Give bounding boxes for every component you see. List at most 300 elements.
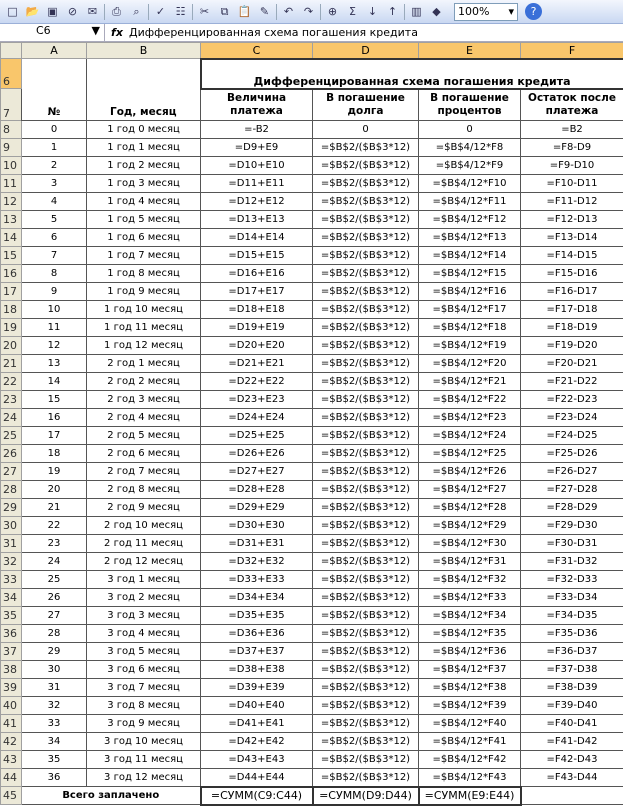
cell[interactable]: =$B$2/($B$3*12): [313, 733, 419, 751]
row-header[interactable]: 9: [1, 139, 22, 157]
cell[interactable]: =D13+E13: [201, 211, 313, 229]
cell[interactable]: =D24+E24: [201, 409, 313, 427]
cell[interactable]: =$B$2/($B$3*12): [313, 517, 419, 535]
cell[interactable]: 18: [22, 445, 87, 463]
cell[interactable]: 3 год 6 месяц: [87, 661, 201, 679]
row-header[interactable]: 44: [1, 769, 22, 787]
cell[interactable]: 2 год 12 месяц: [87, 553, 201, 571]
cell[interactable]: =F37-D38: [521, 661, 623, 679]
cell[interactable]: 2 год 5 месяц: [87, 427, 201, 445]
cell[interactable]: [521, 787, 623, 805]
cell[interactable]: =D34+E34: [201, 589, 313, 607]
header-cell[interactable]: Величина платежа: [201, 89, 313, 121]
cell[interactable]: 4: [22, 193, 87, 211]
total-debt-cell[interactable]: =СУММ(D9:D44): [313, 787, 419, 805]
cell[interactable]: 36: [22, 769, 87, 787]
header-cell[interactable]: В погашение долга: [313, 89, 419, 121]
row-header[interactable]: 7: [1, 89, 22, 121]
cell[interactable]: =D20+E20: [201, 337, 313, 355]
cell[interactable]: 29: [22, 643, 87, 661]
cell[interactable]: =$B$2/($B$3*12): [313, 391, 419, 409]
cell[interactable]: =$B$4/12*F40: [419, 715, 521, 733]
column-header-a[interactable]: A: [22, 43, 87, 59]
cell[interactable]: 3 год 11 месяц: [87, 751, 201, 769]
cell[interactable]: 11: [22, 319, 87, 337]
cell[interactable]: =$B$4/12*F23: [419, 409, 521, 427]
cell[interactable]: =$B$4/12*F12: [419, 211, 521, 229]
cell[interactable]: =F24-D25: [521, 427, 623, 445]
cell[interactable]: =$B$2/($B$3*12): [313, 661, 419, 679]
cell[interactable]: =F35-D36: [521, 625, 623, 643]
zoom-select[interactable]: [454, 3, 518, 21]
cell[interactable]: =D38+E38: [201, 661, 313, 679]
cell[interactable]: =$B$4/12*F20: [419, 355, 521, 373]
cell[interactable]: =F38-D39: [521, 679, 623, 697]
cell[interactable]: =$B$4/12*F27: [419, 481, 521, 499]
cell[interactable]: 2 год 8 месяц: [87, 481, 201, 499]
cell[interactable]: =D9+E9: [201, 139, 313, 157]
cell[interactable]: =$B$4/12*F8: [419, 139, 521, 157]
cell[interactable]: 3 год 7 месяц: [87, 679, 201, 697]
cell[interactable]: =D42+E42: [201, 733, 313, 751]
cell[interactable]: =D11+E11: [201, 175, 313, 193]
cell[interactable]: 1 год 6 месяц: [87, 229, 201, 247]
cell[interactable]: 2 год 11 месяц: [87, 535, 201, 553]
cell[interactable]: =D16+E16: [201, 265, 313, 283]
cell[interactable]: =D15+E15: [201, 247, 313, 265]
row-header[interactable]: 42: [1, 733, 22, 751]
cell[interactable]: 33: [22, 715, 87, 733]
row-header[interactable]: 39: [1, 679, 22, 697]
cell[interactable]: =F23-D24: [521, 409, 623, 427]
drawing-icon[interactable]: ◆: [428, 3, 445, 20]
cell[interactable]: =D41+E41: [201, 715, 313, 733]
formula-input[interactable]: Дифференцированная схема погашения кредита: [129, 26, 418, 39]
cell[interactable]: =F39-D40: [521, 697, 623, 715]
email-icon[interactable]: ✉: [84, 3, 101, 20]
cell[interactable]: =B2: [521, 121, 623, 139]
cell[interactable]: =F22-D23: [521, 391, 623, 409]
cell[interactable]: =$B$4/12*F31: [419, 553, 521, 571]
cell[interactable]: 20: [22, 481, 87, 499]
cell[interactable]: =$B$2/($B$3*12): [313, 535, 419, 553]
cell[interactable]: 24: [22, 553, 87, 571]
cell[interactable]: 0: [313, 121, 419, 139]
cell[interactable]: =D19+E19: [201, 319, 313, 337]
cell[interactable]: 16: [22, 409, 87, 427]
cell[interactable]: =$B$4/12*F22: [419, 391, 521, 409]
cell[interactable]: =F18-D19: [521, 319, 623, 337]
cell[interactable]: =$B$4/12*F15: [419, 265, 521, 283]
cell[interactable]: 1 год 4 месяц: [87, 193, 201, 211]
cell[interactable]: 1 год 10 месяц: [87, 301, 201, 319]
row-header[interactable]: 32: [1, 553, 22, 571]
cell[interactable]: =$B$2/($B$3*12): [313, 373, 419, 391]
row-header[interactable]: 27: [1, 463, 22, 481]
row-header[interactable]: 11: [1, 175, 22, 193]
cell[interactable]: =$B$4/12*F43: [419, 769, 521, 787]
cell[interactable]: =F12-D13: [521, 211, 623, 229]
cell[interactable]: =D30+E30: [201, 517, 313, 535]
chevron-down-icon[interactable]: ▾: [508, 5, 514, 19]
cell[interactable]: =F33-D34: [521, 589, 623, 607]
cell[interactable]: 34: [22, 733, 87, 751]
sort-desc-icon[interactable]: ↑: [384, 3, 401, 20]
cell[interactable]: =D10+E10: [201, 157, 313, 175]
row-header[interactable]: 10: [1, 157, 22, 175]
row-header[interactable]: 14: [1, 229, 22, 247]
cell[interactable]: =F9-D10: [521, 157, 623, 175]
header-cell[interactable]: Остаток после платежа: [521, 89, 623, 121]
cell[interactable]: =D39+E39: [201, 679, 313, 697]
row-header[interactable]: 19: [1, 319, 22, 337]
cell[interactable]: =F30-D31: [521, 535, 623, 553]
cell[interactable]: =D28+E28: [201, 481, 313, 499]
cell[interactable]: =$B$4/12*F24: [419, 427, 521, 445]
cell[interactable]: =$B$4/12*F16: [419, 283, 521, 301]
cell[interactable]: =F27-D28: [521, 481, 623, 499]
cell[interactable]: 13: [22, 355, 87, 373]
cell[interactable]: =F41-D42: [521, 733, 623, 751]
undo-icon[interactable]: ↶: [280, 3, 297, 20]
row-header[interactable]: 43: [1, 751, 22, 769]
cell[interactable]: =F32-D33: [521, 571, 623, 589]
open-icon[interactable]: 📂: [24, 3, 41, 20]
cell[interactable]: =$B$4/12*F11: [419, 193, 521, 211]
row-header[interactable]: 20: [1, 337, 22, 355]
cell[interactable]: 9: [22, 283, 87, 301]
cell[interactable]: =$B$2/($B$3*12): [313, 247, 419, 265]
cell[interactable]: 1 год 12 месяц: [87, 337, 201, 355]
cell[interactable]: 32: [22, 697, 87, 715]
cell[interactable]: 3 год 3 месяц: [87, 607, 201, 625]
format-painter-icon[interactable]: ✎: [256, 3, 273, 20]
cell[interactable]: 2 год 3 месяц: [87, 391, 201, 409]
cell[interactable]: 6: [22, 229, 87, 247]
cell[interactable]: =$B$2/($B$3*12): [313, 193, 419, 211]
header-cell[interactable]: В погашение процентов: [419, 89, 521, 121]
cell[interactable]: 2 год 6 месяц: [87, 445, 201, 463]
cell[interactable]: =$B$2/($B$3*12): [313, 553, 419, 571]
cell[interactable]: 26: [22, 589, 87, 607]
cell[interactable]: =$B$4/12*F25: [419, 445, 521, 463]
permission-icon[interactable]: ⊘: [64, 3, 81, 20]
row-header[interactable]: 15: [1, 247, 22, 265]
cell[interactable]: 3 год 12 месяц: [87, 769, 201, 787]
cut-icon[interactable]: ✂: [196, 3, 213, 20]
cell[interactable]: =F29-D30: [521, 517, 623, 535]
cell[interactable]: =$B$2/($B$3*12): [313, 355, 419, 373]
table-title-cell[interactable]: Дифференцированная схема погашения кредита: [201, 59, 623, 89]
print-icon[interactable]: ⎙: [108, 3, 125, 20]
cell[interactable]: 2 год 10 месяц: [87, 517, 201, 535]
cell[interactable]: =$B$2/($B$3*12): [313, 229, 419, 247]
cell[interactable]: =D37+E37: [201, 643, 313, 661]
copy-icon[interactable]: ⧉: [216, 3, 233, 20]
cell[interactable]: =F10-D11: [521, 175, 623, 193]
cell[interactable]: 1 год 1 месяц: [87, 139, 201, 157]
cell[interactable]: 1 год 0 месяц: [87, 121, 201, 139]
cell[interactable]: 3 год 9 месяц: [87, 715, 201, 733]
cell[interactable]: 3 год 2 месяц: [87, 589, 201, 607]
cell[interactable]: =$B$2/($B$3*12): [313, 139, 419, 157]
cell[interactable]: 30: [22, 661, 87, 679]
row-header[interactable]: 41: [1, 715, 22, 733]
row-header[interactable]: 38: [1, 661, 22, 679]
header-cell-year-month[interactable]: Год, месяц: [87, 59, 201, 121]
cell[interactable]: =$B$4/12*F42: [419, 751, 521, 769]
cell[interactable]: 22: [22, 517, 87, 535]
row-header[interactable]: 35: [1, 607, 22, 625]
cell[interactable]: 3: [22, 175, 87, 193]
cell[interactable]: =D44+E44: [201, 769, 313, 787]
paste-icon[interactable]: 📋: [236, 3, 253, 20]
cell[interactable]: =$B$2/($B$3*12): [313, 499, 419, 517]
cell[interactable]: =$B$4/12*F41: [419, 733, 521, 751]
cell[interactable]: =D21+E21: [201, 355, 313, 373]
total-payment-cell[interactable]: =СУММ(C9:C44): [201, 787, 313, 805]
column-header-c[interactable]: C: [201, 43, 313, 59]
cell[interactable]: =D23+E23: [201, 391, 313, 409]
cell[interactable]: =$B$2/($B$3*12): [313, 445, 419, 463]
new-icon[interactable]: □: [4, 3, 21, 20]
fx-icon[interactable]: fx: [105, 26, 129, 39]
cell[interactable]: =$B$2/($B$3*12): [313, 643, 419, 661]
cell[interactable]: =$B$2/($B$3*12): [313, 679, 419, 697]
cell[interactable]: =D26+E26: [201, 445, 313, 463]
cell[interactable]: =$B$4/12*F21: [419, 373, 521, 391]
cell[interactable]: =F25-D26: [521, 445, 623, 463]
cell[interactable]: =$B$4/12*F10: [419, 175, 521, 193]
cell[interactable]: =F34-D35: [521, 607, 623, 625]
cell[interactable]: 1 год 2 месяц: [87, 157, 201, 175]
cell[interactable]: =D14+E14: [201, 229, 313, 247]
row-header[interactable]: 23: [1, 391, 22, 409]
cell[interactable]: 28: [22, 625, 87, 643]
cell[interactable]: 5: [22, 211, 87, 229]
cell[interactable]: =$B$4/12*F38: [419, 679, 521, 697]
redo-icon[interactable]: ↷: [300, 3, 317, 20]
help-icon[interactable]: ?: [525, 3, 542, 20]
cell[interactable]: =$B$4/12*F30: [419, 535, 521, 553]
cell[interactable]: 2: [22, 157, 87, 175]
cell[interactable]: =F11-D12: [521, 193, 623, 211]
cell[interactable]: =D27+E27: [201, 463, 313, 481]
column-header-b[interactable]: B: [87, 43, 201, 59]
cell[interactable]: 2 год 4 месяц: [87, 409, 201, 427]
cell[interactable]: =F42-D43: [521, 751, 623, 769]
cell[interactable]: =$B$2/($B$3*12): [313, 283, 419, 301]
cell[interactable]: =$B$4/12*F19: [419, 337, 521, 355]
save-icon[interactable]: ▣: [44, 3, 61, 20]
cell[interactable]: =$B$2/($B$3*12): [313, 211, 419, 229]
row-header[interactable]: 29: [1, 499, 22, 517]
cell[interactable]: =$B$4/12*F18: [419, 319, 521, 337]
cell[interactable]: 14: [22, 373, 87, 391]
cell[interactable]: 1 год 5 месяц: [87, 211, 201, 229]
cell[interactable]: =$B$4/12*F14: [419, 247, 521, 265]
cell[interactable]: =F20-D21: [521, 355, 623, 373]
row-header[interactable]: 13: [1, 211, 22, 229]
cell[interactable]: =F26-D27: [521, 463, 623, 481]
cell[interactable]: =$B$2/($B$3*12): [313, 427, 419, 445]
column-header-e[interactable]: E: [419, 43, 521, 59]
cell[interactable]: =F16-D17: [521, 283, 623, 301]
cell[interactable]: =$B$4/12*F26: [419, 463, 521, 481]
cell[interactable]: 21: [22, 499, 87, 517]
cell[interactable]: =$B$4/12*F17: [419, 301, 521, 319]
row-header[interactable]: 30: [1, 517, 22, 535]
cell[interactable]: =$B$2/($B$3*12): [313, 301, 419, 319]
cell[interactable]: =$B$2/($B$3*12): [313, 409, 419, 427]
cell[interactable]: =$B$2/($B$3*12): [313, 571, 419, 589]
cell[interactable]: 25: [22, 571, 87, 589]
cell[interactable]: =$B$4/12*F33: [419, 589, 521, 607]
cell[interactable]: =$B$2/($B$3*12): [313, 265, 419, 283]
cell[interactable]: 27: [22, 607, 87, 625]
cell[interactable]: 3 год 1 месяц: [87, 571, 201, 589]
cell[interactable]: =D22+E22: [201, 373, 313, 391]
row-header[interactable]: 6: [1, 59, 22, 89]
cell[interactable]: 3 год 10 месяц: [87, 733, 201, 751]
row-header[interactable]: 36: [1, 625, 22, 643]
cell[interactable]: =F43-D44: [521, 769, 623, 787]
cell[interactable]: 1 год 3 месяц: [87, 175, 201, 193]
cell[interactable]: 1 год 8 месяц: [87, 265, 201, 283]
row-header[interactable]: 40: [1, 697, 22, 715]
cell[interactable]: 3 год 4 месяц: [87, 625, 201, 643]
cell[interactable]: 1 год 9 месяц: [87, 283, 201, 301]
row-header[interactable]: 21: [1, 355, 22, 373]
autosum-icon[interactable]: Σ: [344, 3, 361, 20]
cell[interactable]: =F8-D9: [521, 139, 623, 157]
cell[interactable]: =F31-D32: [521, 553, 623, 571]
cell[interactable]: =D29+E29: [201, 499, 313, 517]
cell[interactable]: =D43+E43: [201, 751, 313, 769]
cell[interactable]: =$B$2/($B$3*12): [313, 715, 419, 733]
cell[interactable]: 17: [22, 427, 87, 445]
cell[interactable]: =D35+E35: [201, 607, 313, 625]
total-interest-cell[interactable]: =СУММ(E9:E44): [419, 787, 521, 805]
cell[interactable]: =$B$2/($B$3*12): [313, 607, 419, 625]
row-header[interactable]: 33: [1, 571, 22, 589]
cell[interactable]: 2 год 9 месяц: [87, 499, 201, 517]
cell[interactable]: 1 год 11 месяц: [87, 319, 201, 337]
cell[interactable]: =$B$4/12*F28: [419, 499, 521, 517]
cell[interactable]: =F14-D15: [521, 247, 623, 265]
cell[interactable]: =F36-D37: [521, 643, 623, 661]
cell[interactable]: =F21-D22: [521, 373, 623, 391]
row-header[interactable]: 37: [1, 643, 22, 661]
print-preview-icon[interactable]: ⌕: [128, 3, 145, 20]
cell[interactable]: 15: [22, 391, 87, 409]
cell[interactable]: =D32+E32: [201, 553, 313, 571]
cell[interactable]: =$B$4/12*F13: [419, 229, 521, 247]
cell[interactable]: 2 год 1 месяц: [87, 355, 201, 373]
cell[interactable]: 2 год 2 месяц: [87, 373, 201, 391]
cell[interactable]: 3 год 8 месяц: [87, 697, 201, 715]
cell[interactable]: 19: [22, 463, 87, 481]
cell[interactable]: =$B$4/12*F39: [419, 697, 521, 715]
row-header[interactable]: 31: [1, 535, 22, 553]
cell[interactable]: =$B$2/($B$3*12): [313, 625, 419, 643]
cell[interactable]: =D33+E33: [201, 571, 313, 589]
cell[interactable]: =D17+E17: [201, 283, 313, 301]
cell[interactable]: =$B$2/($B$3*12): [313, 589, 419, 607]
cell[interactable]: =D12+E12: [201, 193, 313, 211]
cell[interactable]: =$B$2/($B$3*12): [313, 769, 419, 787]
cell[interactable]: =$B$2/($B$3*12): [313, 697, 419, 715]
cell[interactable]: 2 год 7 месяц: [87, 463, 201, 481]
row-header[interactable]: 45: [1, 787, 22, 805]
name-box[interactable]: [0, 24, 105, 41]
cell[interactable]: =$B$4/12*F34: [419, 607, 521, 625]
total-label[interactable]: Всего заплачено: [22, 787, 201, 805]
cell[interactable]: 0: [419, 121, 521, 139]
cell[interactable]: =F13-D14: [521, 229, 623, 247]
cell[interactable]: =$B$4/12*F35: [419, 625, 521, 643]
cell[interactable]: =$B$4/12*F36: [419, 643, 521, 661]
cell[interactable]: =F40-D41: [521, 715, 623, 733]
cell[interactable]: 23: [22, 535, 87, 553]
cell[interactable]: =$B$2/($B$3*12): [313, 337, 419, 355]
cell[interactable]: =D40+E40: [201, 697, 313, 715]
cell[interactable]: =$B$4/12*F9: [419, 157, 521, 175]
sort-asc-icon[interactable]: ↓: [364, 3, 381, 20]
column-header-f[interactable]: F: [521, 43, 623, 59]
cell[interactable]: 12: [22, 337, 87, 355]
chevron-down-icon[interactable]: ▼: [92, 24, 100, 41]
row-header[interactable]: 34: [1, 589, 22, 607]
cell[interactable]: =F17-D18: [521, 301, 623, 319]
cell[interactable]: =$B$4/12*F32: [419, 571, 521, 589]
chart-icon[interactable]: ▥: [408, 3, 425, 20]
row-header[interactable]: 25: [1, 427, 22, 445]
cell[interactable]: 1 год 7 месяц: [87, 247, 201, 265]
cell[interactable]: =-B2: [201, 121, 313, 139]
cell[interactable]: =$B$2/($B$3*12): [313, 319, 419, 337]
header-cell-number[interactable]: №: [22, 59, 87, 121]
row-header[interactable]: 22: [1, 373, 22, 391]
cell[interactable]: 10: [22, 301, 87, 319]
cell[interactable]: =D36+E36: [201, 625, 313, 643]
cell[interactable]: =F28-D29: [521, 499, 623, 517]
cell[interactable]: =$B$4/12*F29: [419, 517, 521, 535]
cell[interactable]: =F19-D20: [521, 337, 623, 355]
cell[interactable]: 8: [22, 265, 87, 283]
cell[interactable]: =$B$2/($B$3*12): [313, 157, 419, 175]
cell[interactable]: =$B$2/($B$3*12): [313, 175, 419, 193]
row-header[interactable]: 17: [1, 283, 22, 301]
research-icon[interactable]: ☷: [172, 3, 189, 20]
row-header[interactable]: 28: [1, 481, 22, 499]
cell[interactable]: =F15-D16: [521, 265, 623, 283]
cell[interactable]: =$B$4/12*F37: [419, 661, 521, 679]
cell[interactable]: =$B$2/($B$3*12): [313, 751, 419, 769]
row-header[interactable]: 24: [1, 409, 22, 427]
cell[interactable]: =D25+E25: [201, 427, 313, 445]
cell[interactable]: 1: [22, 139, 87, 157]
cell[interactable]: =$B$2/($B$3*12): [313, 463, 419, 481]
row-header[interactable]: 16: [1, 265, 22, 283]
cell[interactable]: 3 год 5 месяц: [87, 643, 201, 661]
cell[interactable]: 31: [22, 679, 87, 697]
row-header[interactable]: 26: [1, 445, 22, 463]
spelling-icon[interactable]: ✓: [152, 3, 169, 20]
cell[interactable]: =D18+E18: [201, 301, 313, 319]
hyperlink-icon[interactable]: ⊕: [324, 3, 341, 20]
cell[interactable]: =$B$2/($B$3*12): [313, 481, 419, 499]
